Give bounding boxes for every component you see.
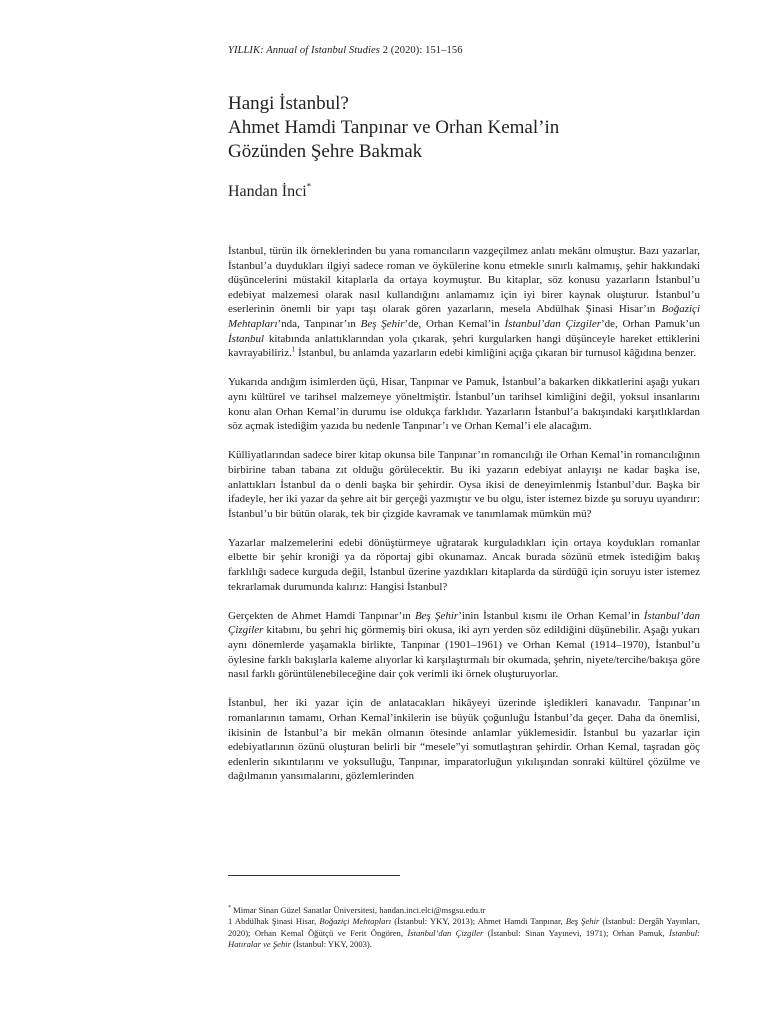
author-footnote-mark: * [306,181,312,192]
footnote-number: 1 [228,916,233,927]
article-body [228,244,700,784]
affiliation-note [228,905,700,916]
affiliation-text: Mimar Sinan Güzel Sanatlar Üniversitesi, handan.inci.elci@msgsu.edu.tr [231,905,486,915]
author-byline [228,182,700,202]
book-title: Boğaziçi Mehtapları [319,916,392,927]
paragraph-2: Yukarıda andığım isimlerden üçü, Hisar, Tanpınar ve Pamuk, İstanbul’a bakarken dikkatlerini aşağı yukarı aynı kültürel ve tarihsel malzemeye yöneltmiştir. İstanbul’un tarihsel kimliğini değil, yoksul insanlarını konu alan Orhan Kemal’in durumu ise oldukça farklıdır. Yazarların İstanbul’a bakışındaki karşıtlıklardan söz açmak istediğim yazıda bu nedenle Tanpınar’ı ve Orhan Kemal’i ele alacağım. [228,376,700,433]
article-title [228,92,700,164]
footnotes [228,905,700,951]
text-span: İstanbul, türün ilk örneklerinden bu yana romancıların vazgeçilmez anlatı mekânı olmuştur. Bazı yazarlar, İstanbul’a duydukları ilgiyi sadece roman ve öykülerine konu etmekle sınırlı kalmamış, şehir hakkındaki düşüncelerini müstakil kitaplarla da ortaya koymuştur. Bu kitaplar, söz konusu yazarların İstanbul’u edebiyat malzemesi olarak nasıl kullandığını anlamamız için iyi birer kaynak oluşturur. İstanbul’u eserlerinin önemli bir yapı taşı olarak gören yazarların, mesela Abdülhak Şinasi Hisar’ın [228,245,700,316]
paragraph-6: İstanbul, her iki yazar için de anlatacakları hikâyeyi üzerinde işledikleri kanavadır. Tanpınar’ın romanlarının tamamı, Orhan Kemal’inkilerin ise büyük çoğunluğu İstanbul’da geçer. Daha da önemlisi, ikisinin de İstanbul’a bir mekân olmanın ötesinde anlamlar yüklemesidir. İstanbul bu yazarlar için edebiyatlarının özünü oluşturan belirli bir “mesele”yi somutlaştıran şehirdir. Orhan Kemal, taşradan göç edenlerin sıkıntılarını ve yoksulluğu, Tanpınar, imparatorluğun yıkılışından sonraki kültürel çözülme ve dağılmanın yansımalarını, gözlemlerinden [228,697,700,783]
journal-name: YILLIK: Annual of Istanbul Studies [228,45,380,56]
author-name: Handan İnci [228,183,307,200]
text-span: (İstanbul: YKY, 2003). [291,939,372,950]
journal-citation: 2 (2020): 151–156 [379,45,463,56]
text-span: kitabını, bu şehri hiç görmemiş biri okusa, iki ayrı yerden söz edildiğini düşünebilir. Aşağı yukarı aynı dönemlerde yaşamakla birlikte, Tanpınar (1901–1961) ve Orhan Kemal (1914–1970), İstanbul’u öylesine farklı bakışlarla kaleme alıyorlar ki karşılaştırmalı bir okumada, şehrin, niyete/tercihe/bakışa göre nasıl farklı görüntülenebileceğine dair çok verimli iki örnek oluşturuyorlar. [228,624,700,681]
paragraph-1 [228,244,700,361]
text-span: Gerçekten de Ahmet Hamdi Tanpınar’ın [228,609,415,622]
book-title: Beş Şehir [360,317,405,330]
paragraph-3: Külliyatlarından sadece birer kitap okunsa bile Tanpınar’ın romancılığı ile Orhan Kemal’in romancılığının birbirine taban tabana zıt olduğu görülecektir. Bu iki yazarın edebiyat anlayışı ne kadar başka ise, anlattıkları İstanbul da o denli başka bir şehirdir. Oysa ikisi de deneyimlenmiş İstanbul’dur. Başka bir ifadeyle, her iki yazar da şehre ait bir gerçeği yazmıştır ve bu olgu, ister istemez bizde şu soruyu uyandırır: İstanbul’u bir bütün olarak, tek bir çizgide kavramak ve tanımlamak mümkün mü? [228,449,700,520]
article-page [228,44,700,784]
title-line-1: Hangi İstanbul? [228,93,349,114]
title-line-2: Ahmet Hamdi Tanpınar ve Orhan Kemal’in [228,117,560,138]
footnote-divider [228,875,400,876]
footnote-ref[interactable]: 1 [291,345,296,354]
book-title: Beş Şehir [565,916,600,927]
paragraph-5 [228,609,700,682]
text-span: ’nda, Tanpınar’ın [277,317,361,330]
text-span: ’inin İstanbul kısmı ile Orhan Kemal’in [458,609,644,622]
text-span: ’de, Orhan Pamuk’un [601,317,700,330]
book-title: İstanbul’dan Çizgiler [504,317,601,330]
text-span: Abdülhak Şinasi Hisar, [232,916,320,927]
paragraph-4: Yazarlar malzemelerini edebi dönüştürmeye uğratarak kurguladıkları için ortaya koydukları romanlar elbette bir şehir kroniği ya da röportaj gibi okunamaz. Ancak burada sözünü etmek istediğim bakış farklılığı sadece kurguda değil, İstanbul üzerine yazdıkları kitaplarda da sürdüğü için soruyu ister istemez tekrarlamak durumunda kalırız: Hangisi İstanbul? [228,536,700,593]
title-line-3: Gözünden Şehre Bakmak [228,141,423,162]
book-title: İstanbul’dan Çizgiler [407,927,484,938]
text-span: İstanbul, bu anlamda yazarların edebi kimliğini açığa çıkaran bir turnusol kâğıdına benzer. [295,347,697,360]
text-span: ’de, Orhan Kemal’in [404,317,505,330]
text-span: (İstanbul: YKY, 2013); Ahmet Hamdi Tanpınar, [391,916,566,927]
text-span: (İstanbul: Sinan Yayınevi, 1971); Orhan Pamuk, [483,927,669,938]
book-title: İstanbul [228,332,265,345]
book-title: İstanbul’dan Çizgiler [228,609,700,637]
book-title: Boğaziçi Mehtapları [228,303,700,330]
book-title: İstanbul: Hatıralar ve Şehir [228,927,701,950]
running-head [228,44,700,58]
affiliation-mark: * [228,905,231,912]
footnote-1 [228,916,700,950]
book-title: Beş Şehir [414,609,459,622]
text-span: (İstanbul: Dergâh Yayınları, 2020); Orhan Kemal Öğütçü ve Ferit Öngören, [228,916,700,938]
text-span: kitabında anlattıklarından yola çıkarak, şehri kurgularken hangi düşünceyle hareket ettiklerini kavrayabiliriz. [228,332,700,360]
